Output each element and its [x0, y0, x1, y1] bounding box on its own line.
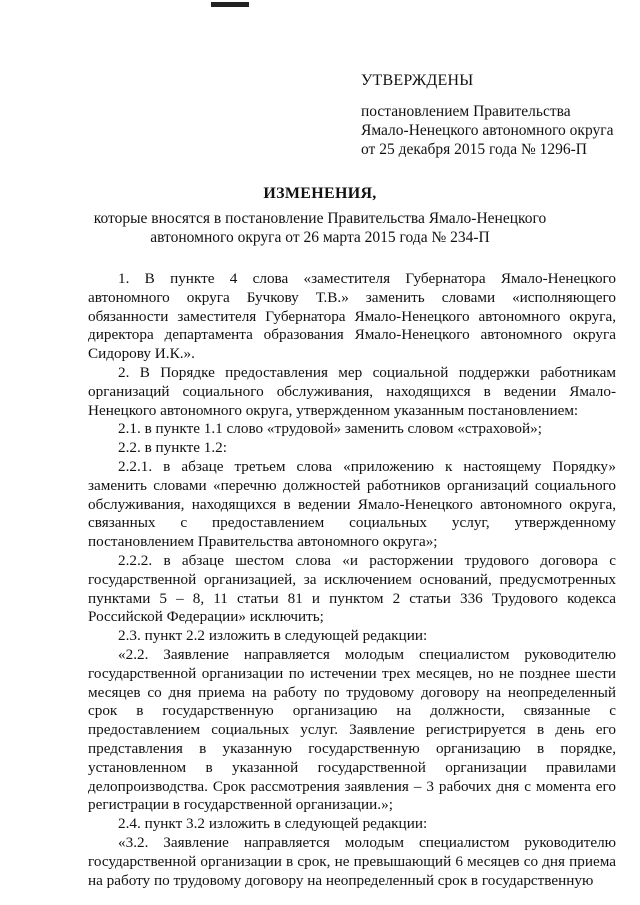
- document-subtitle-line: автономного округа от 26 марта 2015 года № 234-П: [150, 229, 490, 246]
- approval-line: от 25 декабря 2015 года № 1296-П: [361, 141, 587, 158]
- approval-block: [361, 72, 631, 159]
- body-paragraph: «2.2. Заявление направляется молодым специалистом руководителю государственной организации по истечении трех месяцев, но не позднее шести месяцев со дня приема на работу по трудовому договору на неопределенный срок в государственную организацию на должности, связанные с предоставлением социальных услуг. Заявление регистрируется в день его представления в указанную государственную организацию в порядке, установленном в указанной государственной организации правилами делопроизводства. Срок рассмотрения заявления – 3 рабочих дня с момента его регистрации в государственной организации.»;: [88, 645, 616, 814]
- body-paragraph: 2.3. пункт 2.2 изложить в следующей редакции:: [118, 627, 428, 645]
- document-body: [88, 270, 616, 890]
- body-paragraph: 2.1. в пункте 1.1 слово «трудовой» заменить словом «страховой»;: [118, 420, 542, 438]
- body-paragraph: 2.2. в пункте 1.2:: [118, 439, 227, 457]
- approval-line: постановлением Правительства: [361, 103, 571, 120]
- body-paragraph: 2.2.2. в абзаце шестом слова «и расторжении трудового договора с государственной организацией, за исключением оснований, предусмотренных пунктами 5 – 8, 11 статьи 81 и пунктом 2 статьи 336 Трудового кодекса Российской Федерации» исключить;: [88, 551, 616, 626]
- body-paragraph: 2.2.1. в абзаце третьем слова «приложению к настоящему Порядку» заменить словами «перечню должностей работников организаций социального обслуживания, находящихся в ведении Ямало-Ненецкого автономного округа, связанных с предоставлением социальных услуг, утвержденному постановлением Правительства автономного округа»;: [88, 457, 616, 551]
- body-paragraph: «3.2. Заявление направляется молодым специалистом руководителю государственной организации в срок, не превышающий 6 месяцев со дня приема на работу по трудовому договору на неопределенный срок в государственную: [88, 833, 616, 889]
- document-heading: [0, 184, 640, 247]
- document-title: ИЗМЕНЕНИЯ,: [263, 185, 377, 202]
- scan-mark: [211, 2, 249, 7]
- approval-title: УТВЕРЖДЕНЫ: [361, 72, 474, 89]
- document-subtitle-line: которые вносятся в постановление Правительства Ямало-Ненецкого: [93, 210, 547, 227]
- body-paragraph: 1. В пункте 4 слова «заместителя Губернатора Ямало-Ненецкого автономного округа Бучкову Т.В.» заменить словами «исполняющего обязанности заместителя Губернатора Ямало-Ненецкого автономного округа, директора департамента образования Ямало-Ненецкого автономного округа Сидорову И.К.».: [88, 270, 616, 363]
- body-paragraph: 2.4. пункт 3.2 изложить в следующей редакции:: [118, 815, 428, 833]
- approval-line: Ямало-Ненецкого автономного округа: [361, 122, 614, 139]
- body-paragraph: 2. В Порядке предоставления мер социальной поддержки работникам организаций социального обслуживания, находящихся в ведении Ямало-Ненецкого автономного округа, утвержденном указанным постановлением:: [88, 363, 616, 419]
